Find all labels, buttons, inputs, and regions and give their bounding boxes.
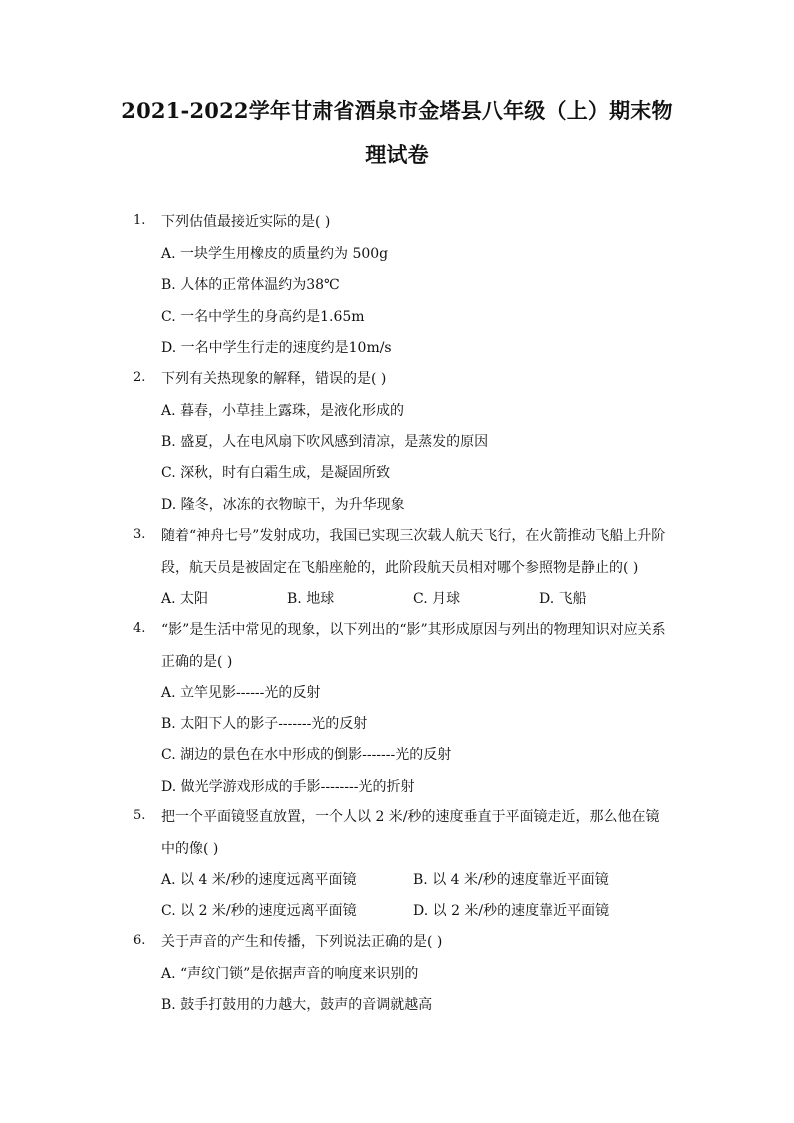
option-d: D. 一名中学生行走的速度约是10m/s [161,340,392,356]
option-a: A. 暮春，小草挂上露珠，是液化形成的 [161,403,405,419]
question-number: 1. [133,213,146,228]
option-b: B. 鼓手打鼓用的力越大，鼓声的音调就越高 [161,997,433,1013]
option-b: B. 盛夏，人在电风扇下吹风感到清凉，是蒸发的原因 [161,434,489,450]
question-stem: 随着“神舟七号”发射成功，我国已实现三次载人航天飞行，在火箭推动飞船上升阶段，航天员是被固定在飞船座舱的，此阶段航天员相对哪个参照物是静止的( ) [161,528,666,576]
question-stem: 下列估值最接近实际的是( ) [161,214,331,230]
question-number: 2. [133,370,146,385]
option-b: B. 地球 [287,591,335,607]
question-stem: 关于声音的产生和传播，下列说法正确的是( ) [161,934,443,950]
option-d: D. 做光学游戏形成的手影--------光的折射 [161,779,415,795]
option-b: B. 以 4 米/秒的速度靠近平面镜 [413,872,609,888]
question-number: 6. [133,933,146,948]
option-b: B. 人体的正常体温约为38℃ [161,277,340,293]
option-a: A. 立竿见影------光的反射 [161,685,321,701]
option-d: D. 隆冬，冰冻的衣物晾干，为升华现象 [161,497,405,513]
option-d: D. 以 2 米/秒的速度靠近平面镜 [413,903,610,919]
question-number: 4. [133,621,146,636]
question-stem: 把一个平面镜竖直放置，一个人以 2 米/秒的速度垂直于平面镜走近，那么他在镜中的像( ) [161,809,660,857]
question-stem: 下列有关热现象的解释，错误的是( ) [161,371,387,387]
question-stem: “影”是生活中常见的现象，以下列出的“影”其形成原因与列出的物理知识对应关系正确的是( ) [161,622,666,670]
option-d: D. 飞船 [539,591,587,607]
option-c: C. 月球 [413,591,461,607]
option-a: A. “声纹门锁”是依据声音的响度来识别的 [161,966,419,982]
option-c: C. 一名中学生的身高约是1.65m [161,309,365,325]
option-c: C. 深秋，时有白霜生成，是凝固所致 [161,465,391,481]
document-title-line-2: 理试卷 [365,142,429,167]
option-a: A. 一块学生用橡皮的质量约为 500g [161,246,389,262]
question-number: 3. [133,527,146,542]
option-c: C. 以 2 米/秒的速度远离平面镜 [161,903,357,919]
option-a: A. 以 4 米/秒的速度远离平面镜 [161,872,357,888]
option-a: A. 太阳 [161,591,209,607]
question-number: 5. [133,808,146,823]
option-c: C. 湖边的景色在水中形成的倒影-------光的反射 [161,747,452,763]
option-b: B. 太阳下人的影子-------光的反射 [161,716,368,732]
document-title-line-1: 2021-2022学年甘肃省酒泉市金塔县八年级（上）期末物 [121,98,673,123]
